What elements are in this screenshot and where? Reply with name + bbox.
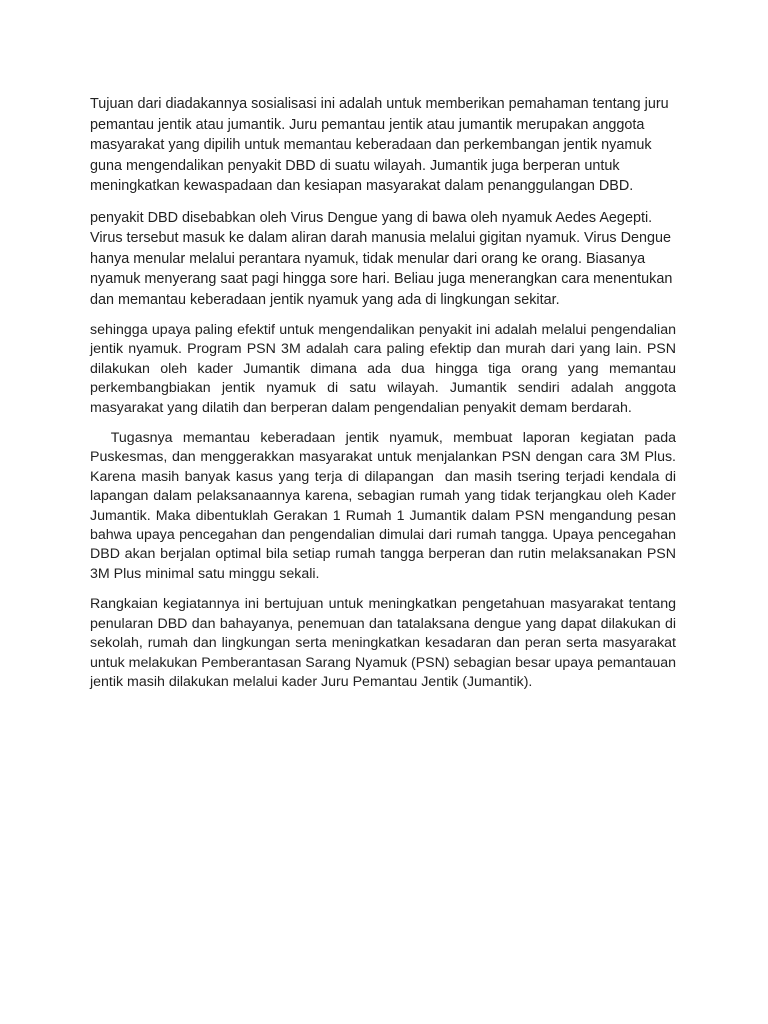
- paragraph-jumantik-tasks: Tugasnya memantau keberadaan jentik nyamuk, membuat laporan kegiatan pada Puskesmas, dan menggerakkan masyarakat untuk menjalankan PSN dengan cara 3M Plus. Karena masih banyak kasus yang terja di dilapangan dan masih tsering terjadi kendala di lapangan dalam pelaksanaannya karena, sebagian rumah yang tidak terjangkau oleh Kader Jumantik. Maka dibentuklah Gerakan 1 Rumah 1 Jumantik dalam PSN mengandung pesan bahwa upaya pencegahan dan pengendalian dimulai dari rumah tangga. Upaya pencegahan DBD akan berjalan optimal bila setiap rumah tangga berperan dan rutin melaksanakan PSN 3M Plus minimal satu minggu sekali.: [90, 430, 676, 582]
- paragraph-activity-goals: Rangkaian kegiatannya ini bertujuan untuk meningkatkan pengetahuan masyarakat tentang penularan DBD dan bahayanya, penemuan dan tatalaksana dengue yang dapat dilakukan di sekolah, rumah dan lingkungan serta meningkatkan kesadaran dan peran serta masyarakat untuk melakukan Pemberantasan Sarang Nyamuk (PSN) sebagian besar upaya pemantauan jentik masih dilakukan melalui kader Juru Pemantau Jentik (Jumantik).: [90, 596, 676, 690]
- paragraph-larva-control: sehingga upaya paling efektif untuk mengendalikan penyakit ini adalah melalui pengendalian jentik nyamuk. Program PSN 3M adalah cara paling efektip dan murah dari yang lain. PSN dilakukan oleh kader Jumantik dimana ada dua hingga tiga orang yang memantau perkembangbiakan jentik nyamuk di satu wilayah. Jumantik sendiri adalah anggota masyarakat yang dilatih dan berperan dalam pengendalian penyakit demam berdarah.: [90, 322, 676, 416]
- document-body: [90, 94, 676, 703]
- paragraph-purpose: Tujuan dari diadakannya sosialisasi ini adalah untuk memberikan pemahaman tentang juru pemantau jentik atau jumantik. Juru pemantau jentik atau jumantik merupakan anggota masyarakat yang dipilih untuk memantau keberadaan dan perkembangan jentik nyamuk guna mengendalikan penyakit DBD di suatu wilayah. Jumantik juga berperan untuk meningkatkan kewaspadaan dan kesiapan masyarakat dalam penanggulangan DBD.: [90, 96, 669, 194]
- paragraph-dengue-virus: penyakit DBD disebabkan oleh Virus Dengue yang di bawa oleh nyamuk Aedes Aegepti. Virus tersebut masuk ke dalam aliran darah manusia melalui gigitan nyamuk. Virus Dengue hanya menular melalui perantara nyamuk, tidak menular dari orang ke orang. Biasanya nyamuk menyerang saat pagi hingga sore hari. Beliau juga menerangkan cara menentukan dan memantau keberadaan jentik nyamuk yang ada di lingkungan sekitar.: [90, 209, 673, 308]
